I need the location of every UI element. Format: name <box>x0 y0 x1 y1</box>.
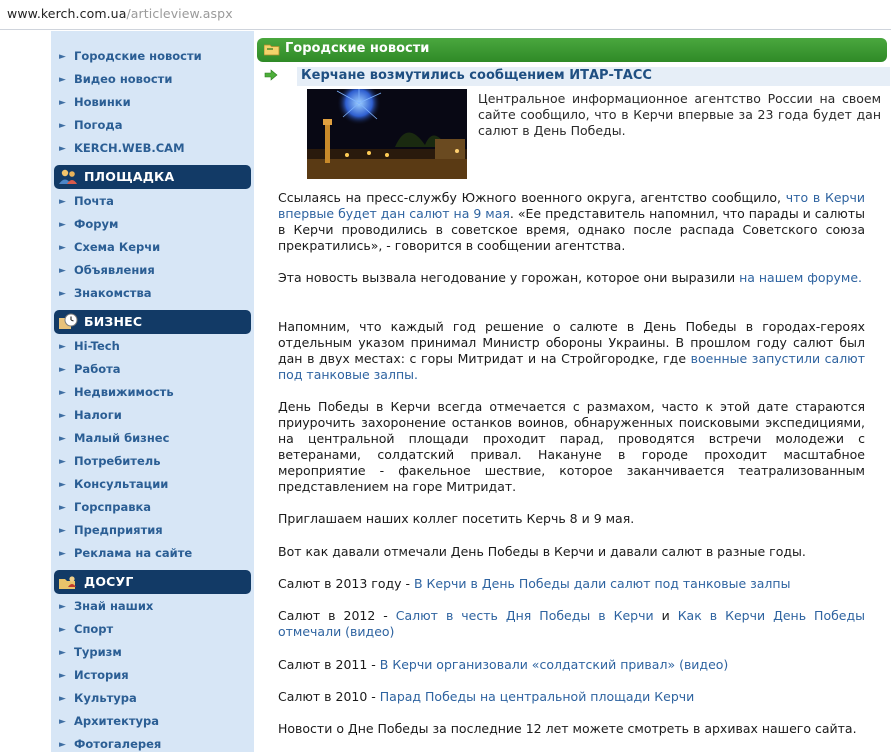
section-title-bar <box>257 38 887 62</box>
sidebar-item-forum[interactable]: ► Форум <box>59 217 119 231</box>
section-title: Городские новости <box>285 41 430 56</box>
sidebar-item-novelties[interactable]: ► Новинки <box>59 95 131 109</box>
bullet-icon: ► <box>59 365 66 375</box>
sidebar-item-culture[interactable]: ► Культура <box>59 691 137 705</box>
paragraph-archive: Новости о Дне Победы за последние 12 лет можете смотреть в архивах нашего сайта. <box>278 721 857 736</box>
page-margin <box>0 31 51 752</box>
section-header-dosug[interactable]: ДОСУГ <box>54 570 251 594</box>
sidebar-item-consumer[interactable]: ► Потребитель <box>59 454 161 468</box>
section-header-ploshchadka[interactable]: ПЛОЩАДКА <box>54 165 251 189</box>
bullet-icon: ► <box>59 625 66 635</box>
sidebar-item-weather[interactable]: ► Погода <box>59 118 123 132</box>
bullet-icon: ► <box>59 289 66 299</box>
paragraph-6: Вот как давали отмечали День Победы в Керчи и давали салют в разные годы. <box>278 544 806 559</box>
bullet-icon: ► <box>59 694 66 704</box>
address-bar[interactable] <box>0 0 891 30</box>
sidebar-item-advertising[interactable]: ► Реклама на сайте <box>59 546 193 560</box>
bullet-icon: ► <box>59 197 66 207</box>
sidebar-item-enterprises[interactable]: ► Предприятия <box>59 523 163 537</box>
bullet-icon: ► <box>59 75 66 85</box>
sidebar-item-hitech[interactable]: ► Hi-Tech <box>59 339 120 353</box>
bullet-icon: ► <box>59 503 66 513</box>
link-2010[interactable]: Парад Победы на центральной площади Керчи <box>379 689 695 704</box>
bullet-icon: ► <box>59 480 66 490</box>
bullet-icon: ► <box>59 602 66 612</box>
sidebar-item-tourism[interactable]: ► Туризм <box>59 645 122 659</box>
bullet-icon: ► <box>59 220 66 230</box>
section-header-biznes[interactable]: БИЗНЕС <box>54 310 251 334</box>
sidebar-item-architecture[interactable]: ► Архитектура <box>59 714 160 728</box>
bullet-icon: ► <box>59 52 66 62</box>
bullet-icon: ► <box>59 411 66 421</box>
fireworks-night-city-image <box>307 89 467 179</box>
folder-icon <box>264 43 280 56</box>
paragraph-5: Приглашаем наших коллег посетить Керчь 8 и 9 мая. <box>278 511 635 526</box>
clock-icon <box>58 313 78 331</box>
bullet-icon: ► <box>59 457 66 467</box>
sidebar-item-map[interactable]: ► Схема Керчи <box>59 240 161 254</box>
article-title: Керчане возмутились сообщением ИТАР-ТАСС <box>297 67 890 86</box>
bullet-icon: ► <box>59 740 66 750</box>
sidebar-item-directory[interactable]: ► Горсправка <box>59 500 152 514</box>
paragraph-3: Напомним, что каждый год решение о салюте в День Победы в городах-героях отдельным указом принимал Министр обороны Украины. В прошлом году салют был дан в двух местах: с горы Митридат и на Стройгородке, где военные запустили салют под танковые залпы. <box>278 319 865 382</box>
sidebar-item-ads[interactable]: ► Объявления <box>59 263 155 277</box>
link-2012-salute[interactable]: Салют в честь Дня Победы в Керчи <box>395 608 654 623</box>
arrow-right-icon <box>264 69 278 81</box>
bullet-icon: ► <box>59 243 66 253</box>
sidebar-item-know-ours[interactable]: ► Знай наших <box>59 599 154 613</box>
link-2012-video[interactable]: Как в Керчи День Победы отмечали (видео) <box>278 608 866 639</box>
paragraph-1: Ссылаясь на пресс-службу Южного военного округа, агентство сообщило, что в Керчи впервые будет дан салют на 9 мая. «Ее представитель напомнил, что парады и салюты в Керчи проводились в советское время, однако после распада Советского союза прекратились», - говорится в сообщении агентства. <box>278 190 865 253</box>
url-text[interactable]: www.kerch.com.ua/articleview.aspx <box>7 6 233 21</box>
link-forum[interactable]: на нашем форуме. <box>739 270 862 285</box>
paragraph-2: Эта новость вызвала негодование у горожан, которое они выразили на нашем форуме. <box>278 270 862 285</box>
bullet-icon: ► <box>59 549 66 559</box>
sidebar-item-small-business[interactable]: ► Малый бизнес <box>59 431 170 445</box>
salute-2010: Салют в 2010 - Парад Победы на центральной площади Керчи <box>278 689 695 704</box>
user-group-icon <box>58 168 78 186</box>
sidebar-item-dating[interactable]: ► Знакомства <box>59 286 152 300</box>
link-2013[interactable]: В Керчи в День Победы дали салют под танковые залпы <box>414 576 791 591</box>
sidebar-item-taxes[interactable]: ► Налоги <box>59 408 122 422</box>
sidebar <box>51 31 254 752</box>
bullet-icon: ► <box>59 526 66 536</box>
sidebar-item-photogallery[interactable]: ► Фотогалерея <box>59 737 162 751</box>
salute-2013: Салют в 2013 году - В Керчи в День Победы дали салют под танковые залпы <box>278 576 791 591</box>
sidebar-item-consultations[interactable]: ► Консультации <box>59 477 169 491</box>
bullet-icon: ► <box>59 671 66 681</box>
article-intro: Центральное информационное агентство России на своем сайте сообщило, что в Керчи впервые за 23 года будет дан салют в День Победы. <box>478 91 881 138</box>
sidebar-item-realty[interactable]: ► Недвижимость <box>59 385 174 399</box>
bullet-icon: ► <box>59 266 66 276</box>
sidebar-item-webcam[interactable]: ► KERCH.WEB.CAM <box>59 141 185 155</box>
salute-2011: Салют в 2011 - В Керчи организовали «солдатский привал» (видео) <box>278 657 729 672</box>
sidebar-item-city-news[interactable]: ► Городские новости <box>59 49 202 63</box>
bullet-icon: ► <box>59 121 66 131</box>
bullet-icon: ► <box>59 342 66 352</box>
link-tank-salute[interactable]: военные запустили салют под танковые залпы. <box>278 351 865 382</box>
article-title-row <box>259 67 885 86</box>
bullet-icon: ► <box>59 98 66 108</box>
bullet-icon: ► <box>59 388 66 398</box>
main-content <box>254 31 891 752</box>
bullet-icon: ► <box>59 717 66 727</box>
folder-people-icon <box>58 573 78 591</box>
salute-2012: Салют в 2012 - Салют в честь Дня Победы в Керчи и Как в Керчи День Победы отмечали (видео) <box>278 608 866 639</box>
paragraph-4: День Победы в Керчи всегда отмечается с размахом, часто к этой дате стараются приурочить захоронение останков воинов, обнаруженных поисковыми экспедициями, на центральной площади проходит парад, проводятся встречи молодежи с ветеранами, солдатский привал. Накануне в городе проходит масштабное мероприятие - факельное шествие, которое заканчивается театрализованным представлением на горе Митридат. <box>278 399 865 494</box>
article-photo <box>307 89 467 179</box>
sidebar-item-history[interactable]: ► История <box>59 668 129 682</box>
link-first-salute[interactable]: что в Керчи впервые будет дан салют на 9 мая <box>278 190 865 221</box>
sidebar-item-jobs[interactable]: ► Работа <box>59 362 121 376</box>
bullet-icon: ► <box>59 434 66 444</box>
sidebar-item-sport[interactable]: ► Спорт <box>59 622 114 636</box>
link-2011[interactable]: В Керчи организовали «солдатский привал» (видео) <box>379 657 729 672</box>
bullet-icon: ► <box>59 144 66 154</box>
sidebar-item-video-news[interactable]: ► Видео новости <box>59 72 173 86</box>
sidebar-item-mail[interactable]: ► Почта <box>59 194 114 208</box>
bullet-icon: ► <box>59 648 66 658</box>
